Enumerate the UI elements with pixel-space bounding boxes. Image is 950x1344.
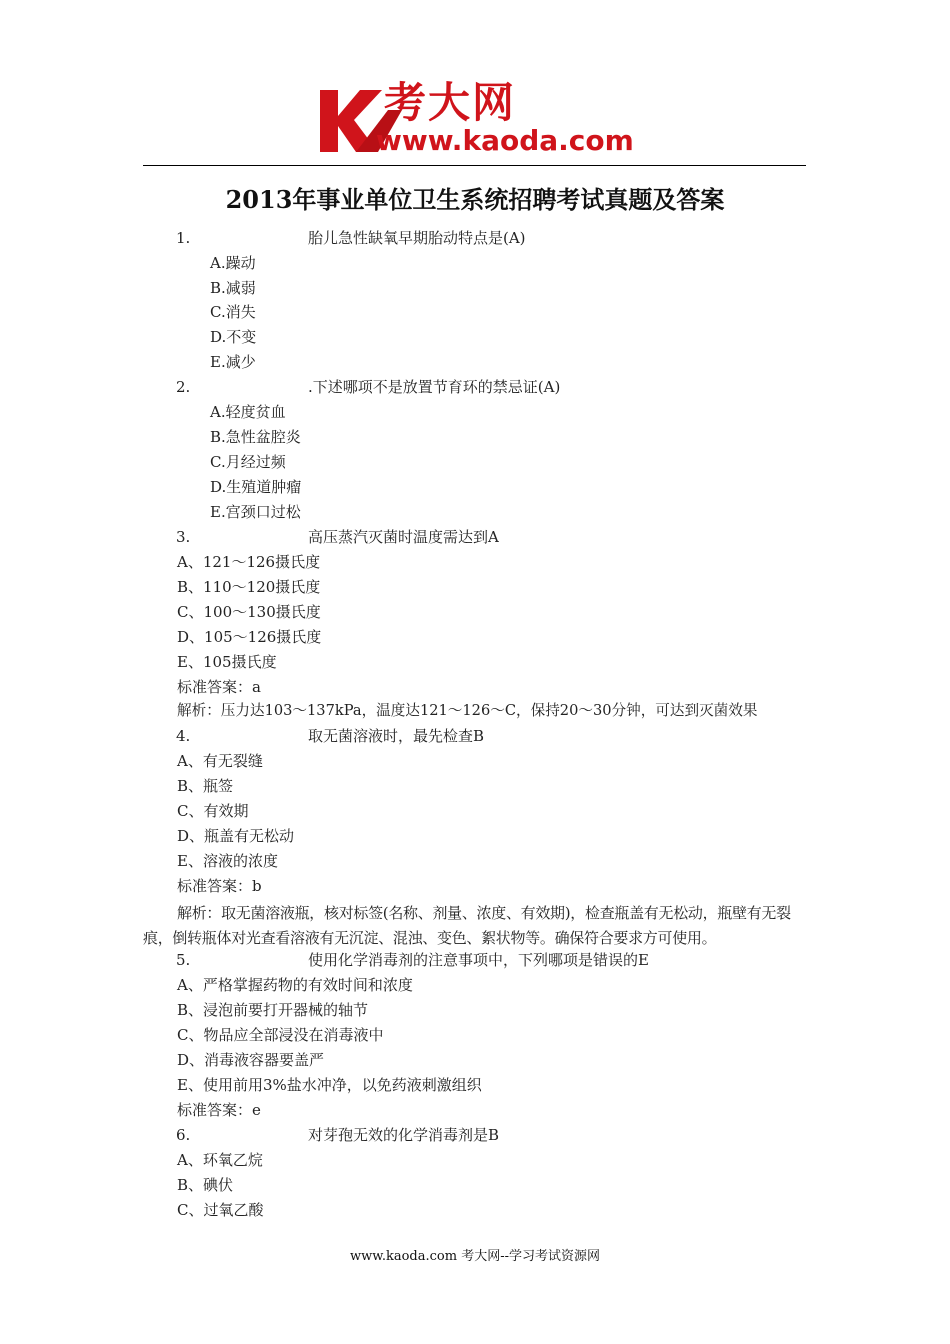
option: A、环氧乙烷 [177,1151,263,1169]
answer-analysis: 解析：压力达103～137kPa，温度达121～126～C，保持20～30分钟，可达到灭菌效果 [177,702,758,719]
option: D、消毒液容器要盖严 [177,1051,325,1069]
option: B、110～120摄氏度 [177,578,321,596]
header-divider [143,165,806,166]
option: A.轻度贫血 [210,403,286,421]
option: A、有无裂缝 [177,752,263,770]
option: B、浸泡前要打开器械的轴节 [177,1001,369,1019]
option: B.减弱 [210,279,256,297]
option: B、瓶签 [177,777,234,795]
logo-chinese-name: 考大网 [384,78,517,127]
option: C.消失 [210,303,256,321]
option: C、有效期 [177,802,249,820]
option: C、100～130摄氏度 [177,603,321,621]
option: A、121～126摄氏度 [177,553,321,571]
option: C.月经过频 [210,453,286,471]
question-text: 胎儿急性缺氧早期胎动特点是(A) [308,229,526,247]
option: D、105～126摄氏度 [177,628,322,646]
option: D、瓶盖有无松动 [177,827,295,845]
page-footer: www.kaoda.com 考大网--学习考试资源网 [350,1249,600,1264]
option: E.减少 [210,353,256,371]
site-logo[interactable] [316,80,646,160]
question-text: 取无菌溶液时，最先检查B [308,727,485,745]
option: B.急性盆腔炎 [210,428,301,446]
option: A、严格掌握药物的有效时间和浓度 [177,976,413,994]
option: C、物品应全部浸没在消毒液中 [177,1026,384,1044]
option: D.不变 [210,328,257,346]
question-text: .下述哪项不是放置节育环的禁忌证(A) [308,378,561,396]
standard-answer: 标准答案：a [177,678,261,696]
option: A.躁动 [210,254,256,272]
question-text: 对芽孢无效的化学消毒剂是B [308,1126,500,1144]
option: D.生殖道肿瘤 [210,478,302,496]
option: E、溶液的浓度 [177,852,278,870]
answer-analysis: 解析：取无菌溶液瓶，核对标签(名称、剂量、浓度、有效期)，检查瓶盖有无松动，瓶壁有无裂痕，倒转瓶体对光查看溶液有无沉淀、混浊、变色、絮状物等。确保符合要求方可使用。 [143,904,791,947]
question-number: 1. [176,229,191,247]
document-title: 2013年事业单位卫生系统招聘考试真题及答案 [225,185,725,214]
question-text: 高压蒸汽灭菌时温度需达到A [308,528,499,546]
option: B、碘伏 [177,1176,234,1194]
question-number: 3. [176,528,191,546]
option: E、使用前用3%盐水冲净，以免药液刺激组织 [177,1076,482,1094]
option: E、105摄氏度 [177,653,277,671]
option: E.宫颈口过松 [210,503,301,521]
standard-answer: 标准答案：e [177,1101,261,1119]
question-number: 2. [176,378,191,396]
option: C、过氧乙酸 [177,1201,264,1219]
question-number: 6. [176,1126,191,1144]
question-number: 4. [176,727,191,745]
logo-url: www.kaoda.com [376,124,634,157]
question-number: 5. [176,951,191,969]
standard-answer: 标准答案：b [177,877,262,895]
question-text: 使用化学消毒剂的注意事项中，下列哪项是错误的E [308,951,649,969]
